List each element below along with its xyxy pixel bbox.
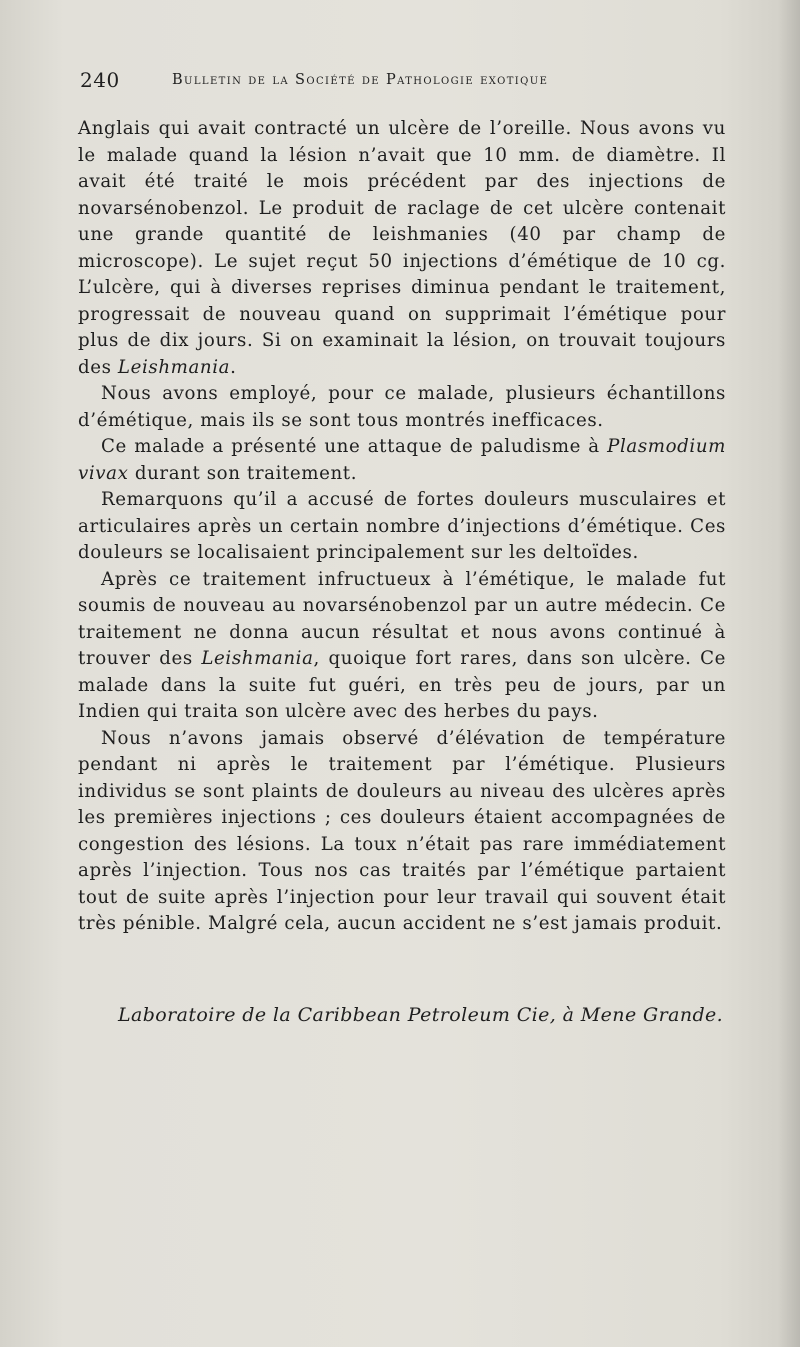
text-segment: durant son traitement. [128, 462, 358, 484]
article-body [78, 116, 726, 938]
text-segment: Nous n’avons jamais observé d’élévation de température pendant ni après le traitement par l’émétique. Plusieurs individus se sont plaints de douleurs au niveau des ulcères après les premières injections ; ces douleurs étaient accompagnées de congestion des lésions. La toux n’était pas rare immédiatement après l’injection. Tous nos cas traités par l’émétique partaient tout de suite après l’injection pour leur travail qui souvent était très pénible. Malgré cela, aucun accident ne s’est jamais produit. [78, 727, 726, 934]
italic-term: Leishmania [201, 648, 314, 669]
paragraph-p6 [78, 726, 726, 938]
paragraph-p3 [78, 434, 726, 487]
text-segment: Anglais qui avait contracté un ulcère de l’oreille. Nous avons vu le malade quand la lésion n’avait que 10 mm. de diamètre. Il avait été traité le mois précédent par des injections de novarsénobenzol. Le produit de raclage de cet ulcère contenait une grande quantité de leishmanies (40 par champ de microscope). Le sujet reçut 50 injections d’émétique de 10 cg. L’ulcère, qui à diverses reprises diminua pendant le traitement, progressait de nouveau quand on supprimait l’émétique pour plus de dix jours. Si on examinait la lésion, on trouvait toujours des [78, 118, 726, 378]
text-segment: Remarquons qu’il a accusé de fortes douleurs musculaires et articulaires après un certain nombre d’injections d’émétique. Ces douleurs se localisaient principalement sur les deltoïdes. [78, 489, 726, 563]
text-segment: . [230, 356, 237, 378]
page-edge-shadow [778, 0, 800, 1347]
page-header [80, 68, 730, 104]
italic-term: Leishmania [117, 356, 231, 378]
paragraph-p4 [78, 487, 726, 567]
italic-term: Plasmodium vivax [78, 436, 726, 484]
paragraph-p1 [78, 116, 726, 381]
paragraph-p2 [78, 381, 726, 434]
laboratory-signature: Laboratoire de la Caribbean Petroleum Cie, à Mene Grande. [118, 1004, 724, 1026]
running-title: Bulletin de la Société de Pathologie exotique [172, 72, 549, 88]
page-number: 240 [80, 68, 120, 92]
text-segment: Ce malade a présenté une attaque de paludisme à [101, 436, 608, 457]
paragraph-p5 [78, 567, 726, 726]
text-segment: Nous avons employé, pour ce malade, plusieurs échantillons d’émétique, mais ils se sont tous montrés inefficaces. [78, 383, 726, 431]
text-segment: , quoique fort rares, dans son ulcère. Ce malade dans la suite fut guéri, en très peu de jours, par un Indien qui traita son ulcère avec des herbes du pays. [78, 648, 726, 722]
text-segment: Après ce traitement infructueux à l’émétique, le malade fut soumis de nouveau au novarsénobenzol par un autre médecin. Ce traitement ne donna aucun résultat et nous avons continué à trouver des [78, 568, 726, 669]
